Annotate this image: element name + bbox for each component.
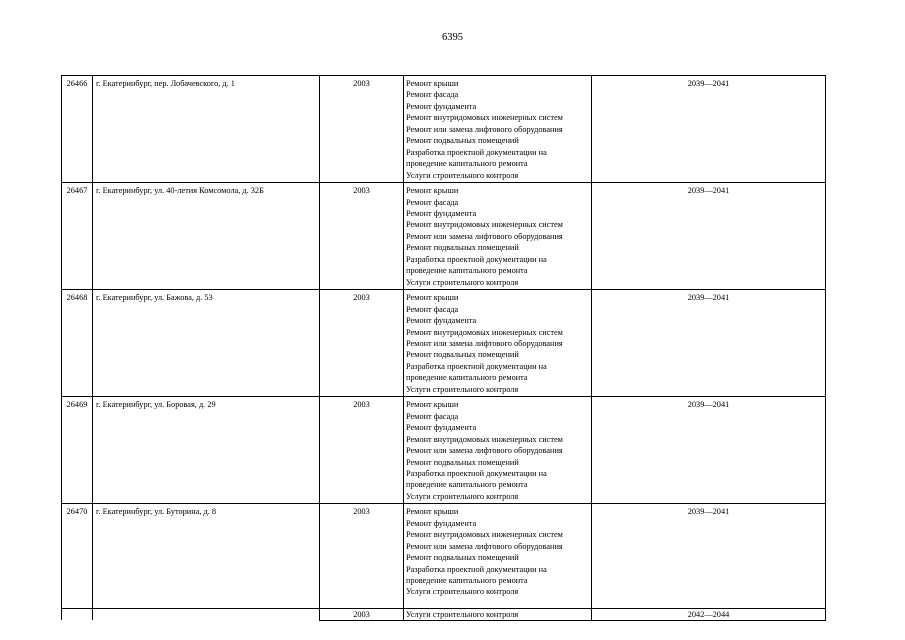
work-item: Разработка проектной документации на xyxy=(406,254,547,264)
work-item: Ремонт фасада xyxy=(406,411,459,421)
registry-table xyxy=(61,75,826,621)
work-item: Ремонт внутридомовых инженерных систем xyxy=(406,220,563,230)
work-item: Услуги строительного контроля xyxy=(406,384,519,394)
work-item: Разработка проектной документации на xyxy=(406,468,547,478)
repair-period: 2039—2041 xyxy=(592,397,826,504)
repair-period: 2039—2041 xyxy=(592,76,826,183)
works-list xyxy=(404,397,592,504)
work-item: Ремонт подвальных помещений xyxy=(406,350,519,360)
works-list xyxy=(404,76,592,183)
work-item: Ремонт внутридомовых инженерных систем xyxy=(406,113,563,123)
work-item: Ремонт или замена лифтового оборудования xyxy=(406,541,563,551)
work-item: Ремонт фасада xyxy=(406,90,459,100)
works-list xyxy=(404,183,592,290)
build-year: 2003 xyxy=(320,183,404,290)
work-item: Ремонт или замена лифтового оборудования xyxy=(406,124,563,134)
work-item: Услуги строительного контроля xyxy=(406,277,519,287)
work-item: Услуги строительного контроля xyxy=(406,170,519,180)
work-item: Ремонт подвальных помещений xyxy=(406,243,519,253)
work-item: Ремонт подвальных помещений xyxy=(406,553,519,563)
row-number: 26467 xyxy=(62,183,93,290)
address: г. Екатеринбург, ул. Буторина, д. 8 xyxy=(93,504,320,609)
registry-table-body xyxy=(62,76,826,621)
build-year: 2003 xyxy=(320,290,404,397)
address: г. Екатеринбург, пер. Лобачевского, д. 1 xyxy=(93,76,320,183)
work-item: Ремонт крыши xyxy=(406,293,459,303)
build-year: 2003 xyxy=(320,76,404,183)
table-row-continuation xyxy=(62,608,826,620)
work-item: Ремонт фундамента xyxy=(406,208,477,218)
row-number: 26466 xyxy=(62,76,93,183)
row-number-empty xyxy=(62,608,93,620)
table-row xyxy=(62,183,826,290)
work-item: Ремонт крыши xyxy=(406,400,459,410)
work-item: Ремонт фундамента xyxy=(406,423,477,433)
address: г. Екатеринбург, ул. Бажова, д. 53 xyxy=(93,290,320,397)
build-year: 2003 xyxy=(320,504,404,609)
address: г. Екатеринбург, ул. 40-летия Комсомола, д. 32Б xyxy=(93,183,320,290)
work-item: Услуги строительного контроля xyxy=(406,491,519,501)
row-number: 26470 xyxy=(62,504,93,609)
build-year: 2003 xyxy=(320,397,404,504)
work-item: Услуги строительного контроля xyxy=(406,587,519,597)
work-item: Ремонт фундамента xyxy=(406,316,477,326)
repair-period: 2042—2044 xyxy=(592,608,826,620)
work-item: Ремонт или замена лифтового оборудования xyxy=(406,446,563,456)
work-item: Ремонт или замена лифтового оборудования xyxy=(406,231,563,241)
work-item: проведение капитального ремонта xyxy=(406,576,528,586)
build-year: 2003 xyxy=(320,608,404,620)
work-item: Ремонт подвальных помещений xyxy=(406,136,519,146)
work-item: Ремонт крыши xyxy=(406,186,459,196)
work-item: Ремонт фундамента xyxy=(406,101,477,111)
repair-period: 2039—2041 xyxy=(592,504,826,609)
work-item: проведение капитального ремонта xyxy=(406,480,528,490)
repair-period: 2039—2041 xyxy=(592,183,826,290)
table-row xyxy=(62,290,826,397)
table-row xyxy=(62,504,826,609)
works-list xyxy=(404,504,592,609)
work-item: Ремонт крыши xyxy=(406,507,459,517)
address-empty xyxy=(93,608,320,620)
address: г. Екатеринбург, ул. Боровая, д. 29 xyxy=(93,397,320,504)
work-item: Ремонт подвальных помещений xyxy=(406,457,519,467)
work-item: проведение капитального ремонта xyxy=(406,266,528,276)
work-item: Ремонт внутридомовых инженерных систем xyxy=(406,327,563,337)
row-number: 26469 xyxy=(62,397,93,504)
work-item: Ремонт фасада xyxy=(406,197,459,207)
table-row xyxy=(62,76,826,183)
work-item: Ремонт внутридомовых инженерных систем xyxy=(406,530,563,540)
works-list xyxy=(404,290,592,397)
work-item: Ремонт фундамента xyxy=(406,518,477,528)
work-item: Разработка проектной документации на xyxy=(406,564,547,574)
work-item: Ремонт или замена лифтового оборудования xyxy=(406,338,563,348)
work-item: проведение капитального ремонта xyxy=(406,373,528,383)
work-item: Разработка проектной документации на xyxy=(406,361,547,371)
row-number: 26468 xyxy=(62,290,93,397)
work-item: Ремонт внутридомовых инженерных систем xyxy=(406,434,563,444)
page-number: 6395 xyxy=(442,32,463,43)
work-item: Ремонт фасада xyxy=(406,304,459,314)
work-item: Услуги строительного контроля xyxy=(404,608,592,620)
work-item: проведение капитального ремонта xyxy=(406,159,528,169)
work-item: Разработка проектной документации на xyxy=(406,147,547,157)
repair-period: 2039—2041 xyxy=(592,290,826,397)
work-item: Ремонт крыши xyxy=(406,79,459,88)
table-row xyxy=(62,397,826,504)
